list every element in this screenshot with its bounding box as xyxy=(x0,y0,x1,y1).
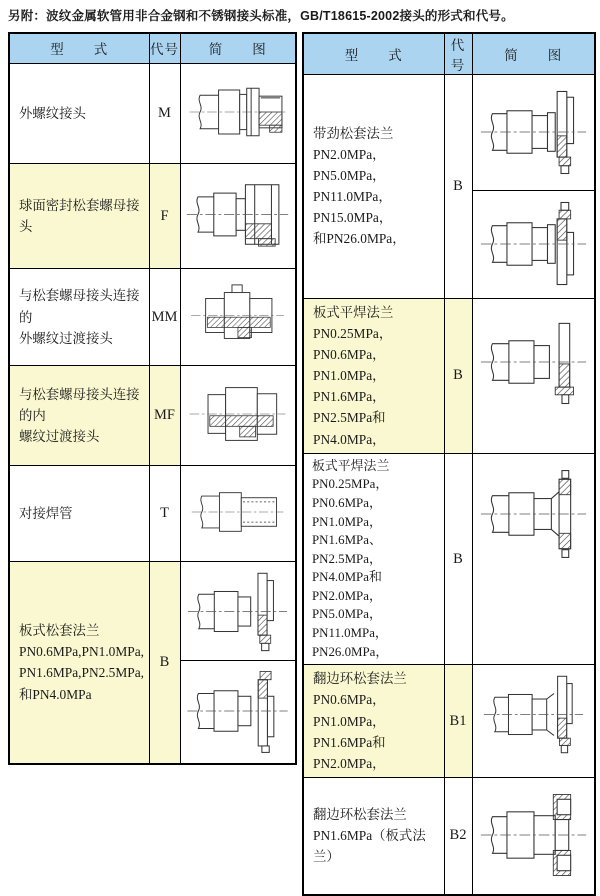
fitting-diagram-cell xyxy=(180,466,296,562)
fitting-type-cell xyxy=(303,665,444,778)
fitting-type-cell xyxy=(9,64,149,164)
fitting-diagram-cell xyxy=(472,453,595,664)
column-header-diagram: 简 图 xyxy=(180,33,296,64)
fitting-type-line: PN1.6MPa（板式法兰） xyxy=(313,828,426,865)
fitting-type-cell xyxy=(303,298,444,453)
fitting-type-line: 螺纹过渡接头 xyxy=(19,429,100,445)
neck-weld-flange-diagram xyxy=(473,454,595,575)
fitting-type-line: 板式平焊法兰 xyxy=(313,304,394,320)
column-header-type: 型 式 xyxy=(303,33,444,75)
male-female-adapter-diagram xyxy=(181,366,296,462)
fitting-type-line: 外螺纹接头 xyxy=(19,106,86,122)
fitting-type-line: 球面密封松套螺母接头 xyxy=(19,197,140,235)
fitting-diagram-cell xyxy=(180,64,296,164)
fitting-code: B2 xyxy=(444,778,472,895)
fitting-type-line: 翻边环松套法兰 xyxy=(313,671,407,687)
fitting-type-line: 与松套螺母接头连接的 xyxy=(19,288,140,325)
fitting-tables xyxy=(8,32,592,896)
fitting-diagram-cell xyxy=(180,562,296,764)
fitting-type-line: 板式松套法兰 xyxy=(19,623,100,639)
fitting-diagram-cell xyxy=(472,665,595,778)
plate-weld-flange-diagram xyxy=(473,299,595,426)
fitting-diagram-cell xyxy=(472,74,595,298)
table-row xyxy=(9,366,296,466)
fitting-type-cell xyxy=(303,778,444,895)
fitting-type-cell xyxy=(9,366,149,466)
document-title: 另附：波纹金属软管用非合金钢和不锈钢接头标准，GB/T18615-2002接头的形式和代号。 xyxy=(8,9,514,23)
fitting-type-line: PN0.6MPa,PN1.0MPa, xyxy=(19,644,145,660)
fitting-type-line: 和PN4.0MPa xyxy=(19,686,92,702)
fitting-table-right xyxy=(302,32,596,896)
column-header-code: 代号 xyxy=(444,33,472,75)
column-header-type: 型 式 xyxy=(9,33,149,64)
plate-loose-flange-back-diagram xyxy=(181,661,296,761)
table-row xyxy=(9,562,296,764)
fitting-type-line: 对接焊管 xyxy=(19,506,73,522)
fitting-code: B xyxy=(149,562,180,764)
fitting-type-line: 板式平焊法兰 xyxy=(312,458,390,473)
fitting-type-line: PN0.25MPa， PN0.6MPa， xyxy=(312,477,389,510)
butt-weld-pipe-diagram xyxy=(181,466,296,558)
fitting-type-line: 与松套螺母接头连接的内 xyxy=(19,386,140,424)
fitting-code: B xyxy=(444,453,472,664)
fitting-type-line: PN1.0MPa， PN1.6MPa、 xyxy=(312,514,382,548)
table-row xyxy=(303,665,595,778)
fitting-type-line: PN0.6MPa， PN1.0MPa， xyxy=(313,692,386,729)
lapped-ring-loose-flange-diagram xyxy=(473,665,595,764)
table-row xyxy=(9,466,296,562)
table-row xyxy=(9,269,296,366)
fitting-code: MM xyxy=(149,269,180,366)
neck-loose-flange-back-diagram xyxy=(473,191,595,297)
fitting-code: B1 xyxy=(444,665,472,778)
table-row xyxy=(9,64,296,164)
fitting-code: T xyxy=(149,466,180,562)
fitting-diagram-cell xyxy=(180,366,296,466)
plate-loose-flange-front-diagram xyxy=(181,562,296,661)
column-header-code: 代号 xyxy=(149,33,180,64)
column-header-diagram: 简 图 xyxy=(472,33,595,75)
fitting-type-line: PN2.0MPa， PN5.0MPa， xyxy=(313,146,386,183)
fitting-type-line: PN2.5MPa， PN4.0MPa和 xyxy=(312,551,382,585)
fitting-type-line: PN11.0MPa， PN15.0MPa， xyxy=(313,189,393,226)
fitting-type-line: PN11.0MPa， PN26.0MPa， xyxy=(312,626,389,659)
fitting-type-line: PN1.6MPa,PN2.5MPa, xyxy=(19,665,145,681)
fitting-diagram-cell xyxy=(472,298,595,453)
table-row xyxy=(303,74,595,298)
lapped-ring-plate-flange-diagram xyxy=(473,778,595,891)
fitting-type-line: 外螺纹过渡接头 xyxy=(19,330,113,346)
fitting-type-line: PN0.25MPa， PN0.6MPa， xyxy=(313,325,393,362)
table-row xyxy=(303,778,595,895)
fitting-type-cell xyxy=(303,74,444,298)
fitting-diagram-cell xyxy=(472,778,595,895)
table-row xyxy=(303,453,595,664)
table-row xyxy=(303,298,595,453)
fitting-code: F xyxy=(149,164,180,269)
fitting-type-line: 翻边环松套法兰 xyxy=(313,807,407,823)
fitting-code: MF xyxy=(149,366,180,466)
fitting-type-line: PN1.0MPa， PN1.6MPa， xyxy=(313,368,386,405)
fitting-type-cell xyxy=(9,562,149,764)
fitting-code: M xyxy=(149,64,180,164)
fitting-diagram-cell xyxy=(180,164,296,269)
neck-loose-flange-front-diagram xyxy=(473,75,595,191)
fitting-code: B xyxy=(444,74,472,298)
fitting-type-line: PN2.0MPa， PN5.0MPa， xyxy=(312,588,382,622)
fitting-table-left xyxy=(8,32,297,765)
male-thread-fitting-diagram xyxy=(181,64,296,160)
male-male-adapter-diagram xyxy=(181,269,296,362)
union-nut-fitting-diagram xyxy=(181,164,296,265)
fitting-type-line: 带劲松套法兰 xyxy=(313,125,394,141)
header-row xyxy=(9,33,296,64)
fitting-type-cell xyxy=(9,466,149,562)
table-row xyxy=(9,164,296,269)
fitting-type-line: PN1.6MPa和PN2.0MPa， xyxy=(313,734,386,771)
fitting-type-cell xyxy=(9,164,149,269)
fitting-type-line: 和PN26.0MPa， xyxy=(313,231,406,247)
fitting-type-line: PN2.5MPa和PN4.0MPa， xyxy=(313,410,386,447)
fitting-diagram-cell xyxy=(180,269,296,366)
header-row xyxy=(303,33,595,75)
fitting-type-cell xyxy=(9,269,149,366)
fitting-code: B xyxy=(444,298,472,453)
fitting-type-cell xyxy=(303,453,444,664)
